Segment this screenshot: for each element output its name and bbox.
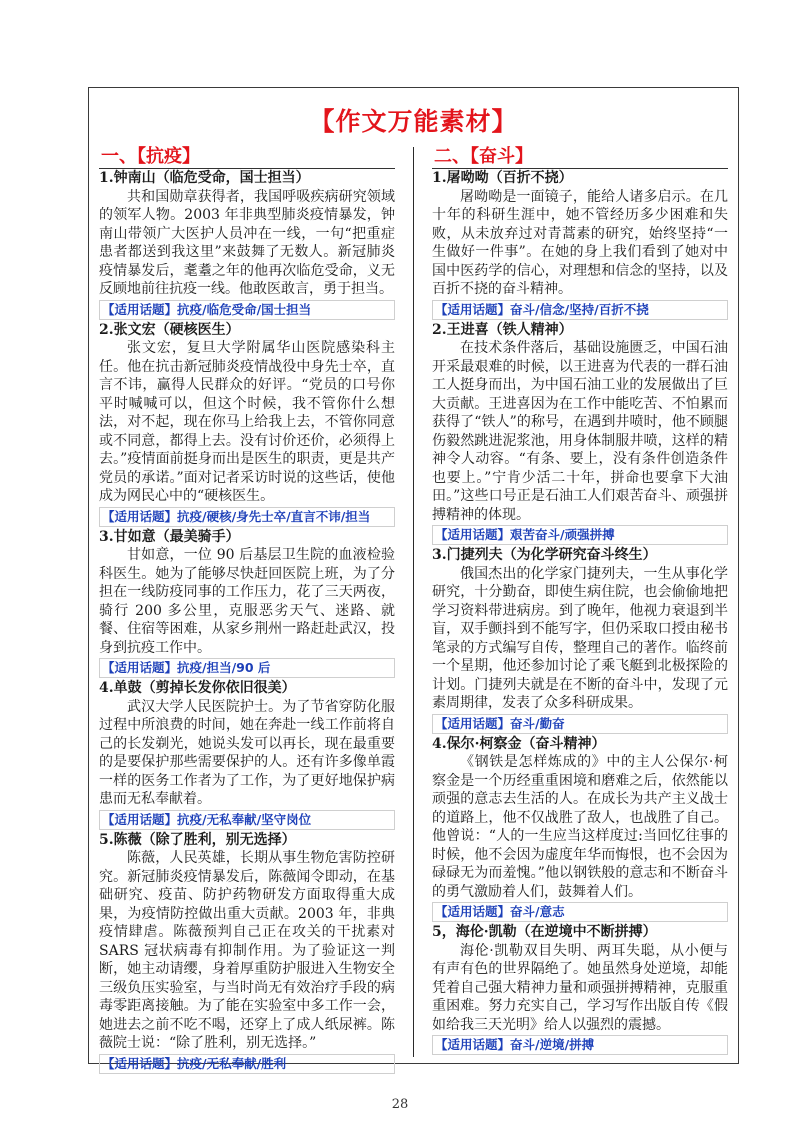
material-item bbox=[432, 735, 728, 923]
material-item bbox=[99, 679, 395, 830]
topic-label: 【适用话题】 bbox=[102, 301, 178, 317]
topic-tags: 抗疫/无私奉献/坚守岗位 bbox=[177, 811, 312, 827]
topic-line bbox=[99, 810, 395, 830]
topic-line bbox=[432, 300, 728, 320]
material-item bbox=[432, 321, 728, 546]
topic-tags: 抗疫/硬核/身先士卒/直言不讳/担当 bbox=[177, 508, 371, 524]
material-item bbox=[432, 546, 728, 734]
item-text: 《钢铁是怎样炼成的》中的主人公保尔·柯察金是一个历经重重困境和磨难之后，依然能以顽强的意志去生活的人。在成长为共产主义战士的道路上，他不仅战胜了敌人，也战胜了自己。他曾说：“人的一生应当这样度过:当回忆往事的时候，他不会因为虚度年华而悔恨，也不会因为碌碌无为而羞愧。”他以钢铁般的意志和不断奋斗的勇气激励着人们，鼓舞着人们。 bbox=[432, 754, 728, 900]
topic-tags: 奋斗/意志 bbox=[510, 904, 565, 919]
item-text: 屠呦呦是一面镜子，能给人诸多启示。在几十年的科研生涯中，她不管经历多少困难和失败，从未放弃过对青蒿素的研究，始终坚持“一生做好一件事”。在她的身上我们看到了她对中国中医药学的信心，对理想和信念的坚持，以及百折不挠的奋斗精神。 bbox=[432, 188, 728, 297]
item-heading: 2.张文宏（硬核医生） bbox=[99, 321, 240, 338]
topic-tags: 奋斗/信念/坚持/百折不挠 bbox=[510, 301, 649, 317]
topic-tags: 奋斗/勤奋 bbox=[510, 715, 565, 731]
item-text: 共和国勋章获得者，我国呼吸疾病研究领域的领军人物。2003 年非典型肺炎疫情暴发，钟南山带领广大医护人员冲在一线，一句“把重症患者都送到我这里”来鼓舞了无数人。新冠肺炎疫情暴发后，耄耋之年的他再次临危受命，义无反顾地前往抗疫一线。他敢医敢言，勇于担当。 bbox=[99, 188, 395, 297]
topic-label: 【适用话题】 bbox=[435, 715, 511, 731]
topic-line bbox=[432, 902, 728, 922]
item-text: 在技术条件落后，基础设施匮乏，中国石油开采最艰难的时候，以王进喜为代表的一群石油工人挺身而出，为中国石油工业的发展做出了巨大贡献。王进喜因为在工作中能吃苦、不怕累而获得了“铁人”的称号，在遇到井喷时，他不顾腿伤毅然跳进泥浆池，用身体制服井喷，这样的精神令人动容。“有条、要上，没有条件创造条件也要上。”宁肯少活二十年，拼命也要拿下大油田。”这些口号正是石油工人们艰苦奋斗、顽强拼搏精神的体现。 bbox=[432, 340, 728, 523]
page-number: 28 bbox=[391, 1097, 409, 1112]
topic-line bbox=[99, 1054, 395, 1074]
topic-tags: 抗疫/临危受命/国士担当 bbox=[177, 301, 312, 317]
item-heading: 2.王进喜（铁人精神） bbox=[432, 321, 573, 338]
item-heading: 1.钟南山（临危受命，国士担当） bbox=[99, 170, 310, 186]
material-item bbox=[432, 169, 728, 320]
material-item bbox=[99, 831, 395, 1074]
topic-label: 【适用话题】 bbox=[102, 811, 178, 827]
item-text: 甘如意，一位 90 后基层卫生院的血液检验科医生。她为了能够尽快赶回医院上班，为了分担在一线防疫同事的工作压力，花了三天两夜，骑行 200 多公里，克服恶劣天气、迷路、就餐、住宿等困难，从家乡荆州一路赶赴武汉，投身到抗疫工作中。 bbox=[99, 547, 395, 656]
section-title: 二、【奋斗】 bbox=[432, 146, 728, 169]
topic-label: 【适用话题】 bbox=[435, 301, 511, 317]
item-text: 张文宏，复旦大学附属华山医院感染科主任。他在抗击新冠肺炎疫情战役中身先士卒，直言不讳，赢得人民群众的好评。“党员的口号你平时喊喊可以，但这个时候，我不管你什么想法，对不起，现在你马上给我上去，不管你同意或不同意，都得上去。没有讨价还价，必须得上去。”疫情面前挺身而出是医生的职责，更是共产党员的承诺。”面对记者采访时说的这些话，使他成为网民心中的“硬核医生。 bbox=[99, 340, 395, 504]
topic-line bbox=[99, 658, 395, 678]
material-item bbox=[99, 169, 395, 320]
topic-tags: 艰苦奋斗/顽强拼搏 bbox=[510, 527, 615, 542]
item-heading: 4.单鼓（剪掉长发你依旧很美） bbox=[99, 680, 296, 696]
item-heading: 3.甘如意（最美骑手） bbox=[99, 528, 240, 545]
topic-label: 【适用话题】 bbox=[102, 660, 178, 675]
topic-label: 【适用话题】 bbox=[435, 1037, 511, 1052]
topic-tags: 抗疫/无私奉献/胜利 bbox=[177, 1055, 287, 1071]
item-heading: 1.屠呦呦（百折不挠） bbox=[432, 170, 573, 186]
left-column bbox=[99, 146, 395, 1075]
topic-tags: 抗疫/担当/90 后 bbox=[177, 660, 271, 675]
topic-label: 【适用话题】 bbox=[102, 1055, 178, 1071]
material-item bbox=[432, 923, 728, 1055]
topic-line bbox=[432, 714, 728, 734]
topic-line bbox=[99, 507, 395, 527]
topic-line bbox=[99, 300, 395, 320]
item-heading: 4.保尔·柯察金（奋斗精神） bbox=[432, 735, 606, 752]
item-heading: 5.陈薇（除了胜利，别无选择） bbox=[99, 831, 296, 848]
topic-label: 【适用话题】 bbox=[102, 508, 178, 524]
topic-line bbox=[432, 525, 728, 545]
item-text: 俄国杰出的化学家门捷列夫，一生从事化学研究，十分勤奋，即使生病住院，也会偷偷地把学习资料带进病房。到了晚年，他视力衰退到半盲，双手颤抖到不能写字，但仍采取口授由秘书笔录的方式编写自传，整理自己的著作。临终前一个星期，他还参加讨论了乘飞艇到北极探险的计划。门捷列夫就是在不断的奋斗中，发现了元素周期律，发表了众多科研成果。 bbox=[432, 565, 728, 711]
topic-label: 【适用话题】 bbox=[435, 904, 511, 919]
item-heading: 3.门捷列夫（为化学研究奋斗终生） bbox=[432, 547, 657, 563]
topic-line bbox=[432, 1035, 728, 1055]
topic-label: 【适用话题】 bbox=[435, 527, 511, 542]
right-column bbox=[432, 146, 728, 1056]
section-title: 一、【抗疫】 bbox=[99, 146, 395, 169]
document-title: 【作文万能素材】 bbox=[309, 107, 518, 136]
item-text: 陈薇，人民英雄，长期从事生物危害防控研究。新冠肺炎疫情暴发后，陈薇闻令即动，在基础研究、疫苗、防护药物研发方面取得重大成果，为疫情防控做出重大贡献。2003 年，非典疫情肆虐。陈薇预判自己正在攻关的干扰素对 SARS 冠状病毒有抑制作用。为了验证这一判断，她主动请缨，身着厚重防护服进入生物安全三级负压实验室，与当时尚无有效治疗手段的病毒零距离接触。为了能在实验室中多工作一会，她进去之前不吃不喝，还穿上了成人纸尿裤。陈薇院士说：“除了胜利，别无选择。” bbox=[99, 850, 395, 1051]
material-item bbox=[99, 321, 395, 527]
column-divider bbox=[413, 147, 414, 1057]
item-text: 武汉大学人民医院护士。为了节省穿防化服过程中所浪费的时间，她在奔赴一线工作前将自己的长发剃光，她说头发可以再长，现在最重要的是要保护那些需要保护的人。还有许多像单霞一样的医务工作者为了工作，为了更好地保护病患而无私奉献着。 bbox=[99, 698, 395, 807]
material-item bbox=[99, 528, 395, 679]
topic-tags: 奋斗/逆境/拼搏 bbox=[510, 1037, 595, 1052]
item-heading: 5，海伦·凯勒（在逆境中不断拼搏） bbox=[432, 924, 657, 940]
item-text: 海伦·凯勒双目失明、两耳失聪，从小便与有声有色的世界隔绝了。她虽然身处逆境，却能凭着自己强大精神力量和顽强拼搏精神，克服重重困难。努力充实自己，学习写作出版自传《假如给我三天光明》给人以强烈的震撼。 bbox=[432, 942, 728, 1033]
